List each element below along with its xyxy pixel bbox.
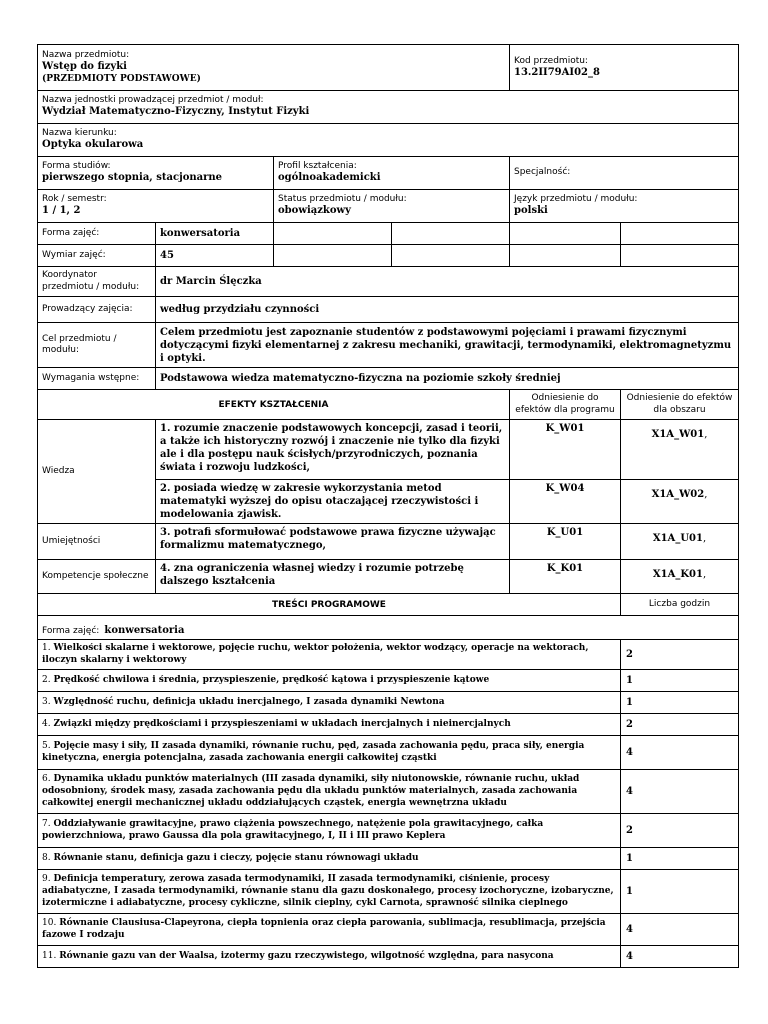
topic-row: [38, 814, 621, 848]
program-table: [37, 593, 739, 968]
outcome-area-ref: X1A_U01: [652, 533, 703, 544]
outcome-area-cell: [621, 524, 739, 560]
goal: Celem przedmiotu jest zapoznanie studentów z podstawowymi pojęciami i prawami fizycznymi dotyczącymi fizyki elementarnej z zakresu mechaniki, grawitacji, termodynamiki, elektromagnetyzmu i optyki.: [156, 323, 739, 368]
field-name: Optyka okularowa: [42, 139, 144, 151]
status-label: Status przedmiotu / modułu:: [278, 194, 407, 205]
topic-hours: 1: [621, 670, 739, 692]
outcome-area-ref: X1A_W01: [651, 429, 705, 440]
topic-text: Równanie gazu van der Waalsa, izotermy gazu rzeczywistego, wilgotność względna, para nasycona: [59, 950, 554, 961]
subject-name: Wstęp do fizyki: [42, 61, 127, 73]
instructor: według przydziału czynności: [156, 297, 739, 323]
outcome-area-cell: [621, 480, 739, 524]
subject-group: (PRZEDMIOTY PODSTAWOWE): [42, 73, 201, 84]
topic-text: Związki między prędkościami i przyspieszeniami w układach inercjalnych i nieinercjalnych: [53, 718, 511, 729]
skills-label: Umiejętności: [38, 524, 156, 560]
profile-cell: [274, 157, 510, 190]
header-table: [37, 44, 739, 223]
topic-row: [38, 770, 621, 814]
topic-row: [38, 946, 621, 968]
topic-text: Względność ruchu, definicja układu inercjalnego, I zasada dynamiki Newtona: [53, 696, 445, 707]
year-label: Rok / semestr:: [42, 194, 107, 205]
requirements-label: Wymagania wstępne:: [38, 368, 156, 390]
specialty-label: Specjalność:: [514, 167, 571, 178]
topic-number: 8.: [42, 852, 51, 863]
details-table: [37, 222, 739, 594]
topic-row: [38, 640, 621, 670]
topic-row: [38, 714, 621, 736]
year: 1 / 1, 2: [42, 205, 81, 217]
year-cell: [38, 190, 274, 223]
topic-number: 6.: [42, 774, 51, 785]
outcome-text: 4. zna ograniczenia własnej wiedzy i rozumie potrzebę dalszego kształcenia: [156, 560, 510, 594]
topic-hours: 1: [621, 870, 739, 914]
unit-name: Wydział Matematyczno-Fizyczny, Instytut Fizyki: [42, 106, 310, 118]
language: polski: [514, 205, 548, 217]
program-form-cell: [38, 616, 739, 640]
empty-cell: [621, 223, 739, 245]
goal-label: Cel przedmiotu / modułu:: [38, 323, 156, 368]
outcome-text: 1. rozumie znaczenie podstawowych koncepcji, zasad i teorii, a także ich historyczny rozwój i znaczenie nie tylko dla fizyki ale i dla postępu nauk ścisłych/przyrodniczych, poznania świata i rozwoju ludzkości,: [156, 420, 510, 480]
topic-number: 1.: [42, 643, 51, 654]
topic-number: 4.: [42, 718, 51, 729]
field-label: Nazwa kierunku:: [42, 128, 117, 139]
topic-number: 11.: [42, 950, 57, 961]
topic-row: [38, 848, 621, 870]
program-form: konwersatoria: [104, 625, 185, 636]
topic-text: Równanie Clausiusa-Clapeyrona, ciepła topnienia oraz ciepła parowania, sublimacja, resublimacja, przejścia fazowe I rodzaju: [42, 918, 606, 940]
hours-label: Wymiar zajęć:: [38, 245, 156, 267]
class-form: konwersatoria: [156, 223, 274, 245]
topic-text: Równanie stanu, definicja gazu i cieczy, pojęcie stanu równowagi układu: [53, 852, 419, 863]
topic-text: Dynamika układu punktów materialnych (III zasada dynamiki, siły niutonowskie, równanie ruchu, układ odosobniony, środek masy, zasada zachowania pędu dla układu punktów materialnych, zasada zachowania całkowitej energii mechanicznej układu oddziałujących cząstek, energia wewnętrzna układu: [42, 774, 580, 808]
specialty-cell: [510, 157, 739, 190]
empty-cell: [621, 245, 739, 267]
topic-hours: 4: [621, 946, 739, 968]
topic-hours: 2: [621, 714, 739, 736]
outcome-program-ref: K_K01: [510, 560, 621, 594]
outcome-area-ref: X1A_K01: [652, 569, 703, 580]
program-form-label: Forma zajęć:: [42, 626, 100, 636]
subject-code-label: Kod przedmiotu:: [514, 55, 588, 66]
profile: ogólnoakademicki: [278, 172, 381, 184]
topic-text: Definicja temperatury, zerowa zasada termodynamiki, II zasada termodynamiki, ciśnienie, procesy adiabatyczne, I zasada termodynamiki, równanie stanu dla gazu doskonałego, procesy izochoryczne, izobaryczne, izotermiczne i adiabatyczne, procesy cykliczne, silnik cieplny, cykl Carnota, sprawność silnika cieplnego: [42, 874, 614, 908]
profile-label: Profil kształcenia:: [278, 161, 357, 172]
topic-hours: 2: [621, 814, 739, 848]
study-form-cell: [38, 157, 274, 190]
topic-hours: 1: [621, 848, 739, 870]
study-form: pierwszego stopnia, stacjonarne: [42, 172, 223, 184]
outcome-program-ref: K_W04: [510, 480, 621, 524]
status-cell: [274, 190, 510, 223]
class-form-label: Forma zajęć:: [38, 223, 156, 245]
topic-row: [38, 870, 621, 914]
empty-cell: [510, 223, 621, 245]
status: obowiązkowy: [278, 205, 351, 217]
outcome-area-suffix: ,: [702, 533, 707, 544]
outcome-program-ref: K_U01: [510, 524, 621, 560]
empty-cell: [274, 245, 392, 267]
topic-number: 9.: [42, 874, 51, 885]
empty-cell: [392, 223, 510, 245]
outcome-text: 2. posiada wiedzę w zakresie wykorzystania metod matematyki wyższej do opisu otaczającej rzeczywistości i modelowania zjawisk.: [156, 480, 510, 524]
program-hours-header: Liczba godzin: [621, 594, 739, 616]
coordinator-label: Koordynator przedmiotu / modułu:: [38, 267, 156, 297]
language-cell: [510, 190, 739, 223]
program-title: TREŚCI PROGRAMOWE: [38, 594, 621, 616]
topic-text: Wielkości skalarne i wektorowe, pojęcie ruchu, wektor położenia, wektor wodzący, operacje na wektorach, iloczyn skalarny i wektorowy: [42, 643, 589, 665]
empty-cell: [274, 223, 392, 245]
topic-row: [38, 914, 621, 946]
field-cell: [38, 124, 739, 157]
outcome-area-ref: X1A_W02: [651, 489, 705, 500]
outcome-area-cell: [621, 560, 739, 594]
topic-number: 2.: [42, 674, 51, 685]
outcome-text: 3. potrafi sformułować podstawowe prawa fizyczne używając formalizmu matematycznego,: [156, 524, 510, 560]
empty-cell: [510, 245, 621, 267]
unit-label: Nazwa jednostki prowadzącej przedmiot / moduł:: [42, 95, 264, 106]
outcomes-area-header: Odniesienie do efektów dla obszaru: [621, 390, 739, 420]
topic-text: Pojęcie masy i siły, II zasada dynamiki, równanie ruchu, pęd, zasada zachowania pędu, praca siły, energia kinetyczna, energia potencjalna, zasada zachowania energii całkowitej cząstki: [42, 741, 585, 763]
topic-hours: 1: [621, 692, 739, 714]
topic-hours: 4: [621, 770, 739, 814]
topic-text: Prędkość chwilowa i średnia, przyspieszenie, prędkość kątowa i przyspieszenie kątowe: [53, 674, 490, 685]
outcomes-title: EFEKTY KSZTAŁCENIA: [38, 390, 510, 420]
outcome-program-ref: K_W01: [510, 420, 621, 480]
subject-name-cell: [38, 45, 510, 91]
language-label: Język przedmiotu / modułu:: [514, 194, 638, 205]
subject-code: 13.2II79AI02_8: [514, 66, 600, 78]
topic-hours: 2: [621, 640, 739, 670]
topic-number: 3.: [42, 696, 51, 707]
topic-row: [38, 736, 621, 770]
outcome-area-suffix: ,: [704, 429, 708, 440]
hours: 45: [156, 245, 274, 267]
topic-hours: 4: [621, 736, 739, 770]
outcome-area-suffix: ,: [704, 489, 708, 500]
instructor-label: Prowadzący zajęcia:: [38, 297, 156, 323]
topic-number: 10.: [42, 918, 57, 929]
topic-row: [38, 692, 621, 714]
social-label: Kompetencje społeczne: [38, 560, 156, 594]
topic-number: 7.: [42, 819, 51, 830]
outcome-area-cell: [621, 420, 739, 480]
outcome-area-suffix: ,: [702, 569, 707, 580]
subject-code-cell: [510, 45, 739, 91]
topic-row: [38, 670, 621, 692]
study-form-label: Forma studiów:: [42, 161, 111, 172]
subject-name-label: Nazwa przedmiotu:: [42, 50, 130, 60]
topic-hours: 4: [621, 914, 739, 946]
course-syllabus-sheet: [37, 44, 738, 968]
topic-number: 5.: [42, 741, 51, 752]
coordinator: dr Marcin Ślęczka: [156, 267, 739, 297]
empty-cell: [392, 245, 510, 267]
requirements: Podstawowa wiedza matematyczno-fizyczna na poziomie szkoły średniej: [156, 368, 739, 390]
knowledge-label: Wiedza: [38, 420, 156, 524]
topic-text: Oddziaływanie grawitacyjne, prawo ciążenia powszechnego, natężenie pola grawitacyjnego, całka powierzchniowa, prawo Gaussa dla pola grawitacyjnego, I, II i III prawo Keplera: [42, 819, 544, 841]
outcomes-program-header: Odniesienie do efektów dla programu: [510, 390, 621, 420]
unit-cell: [38, 91, 739, 124]
